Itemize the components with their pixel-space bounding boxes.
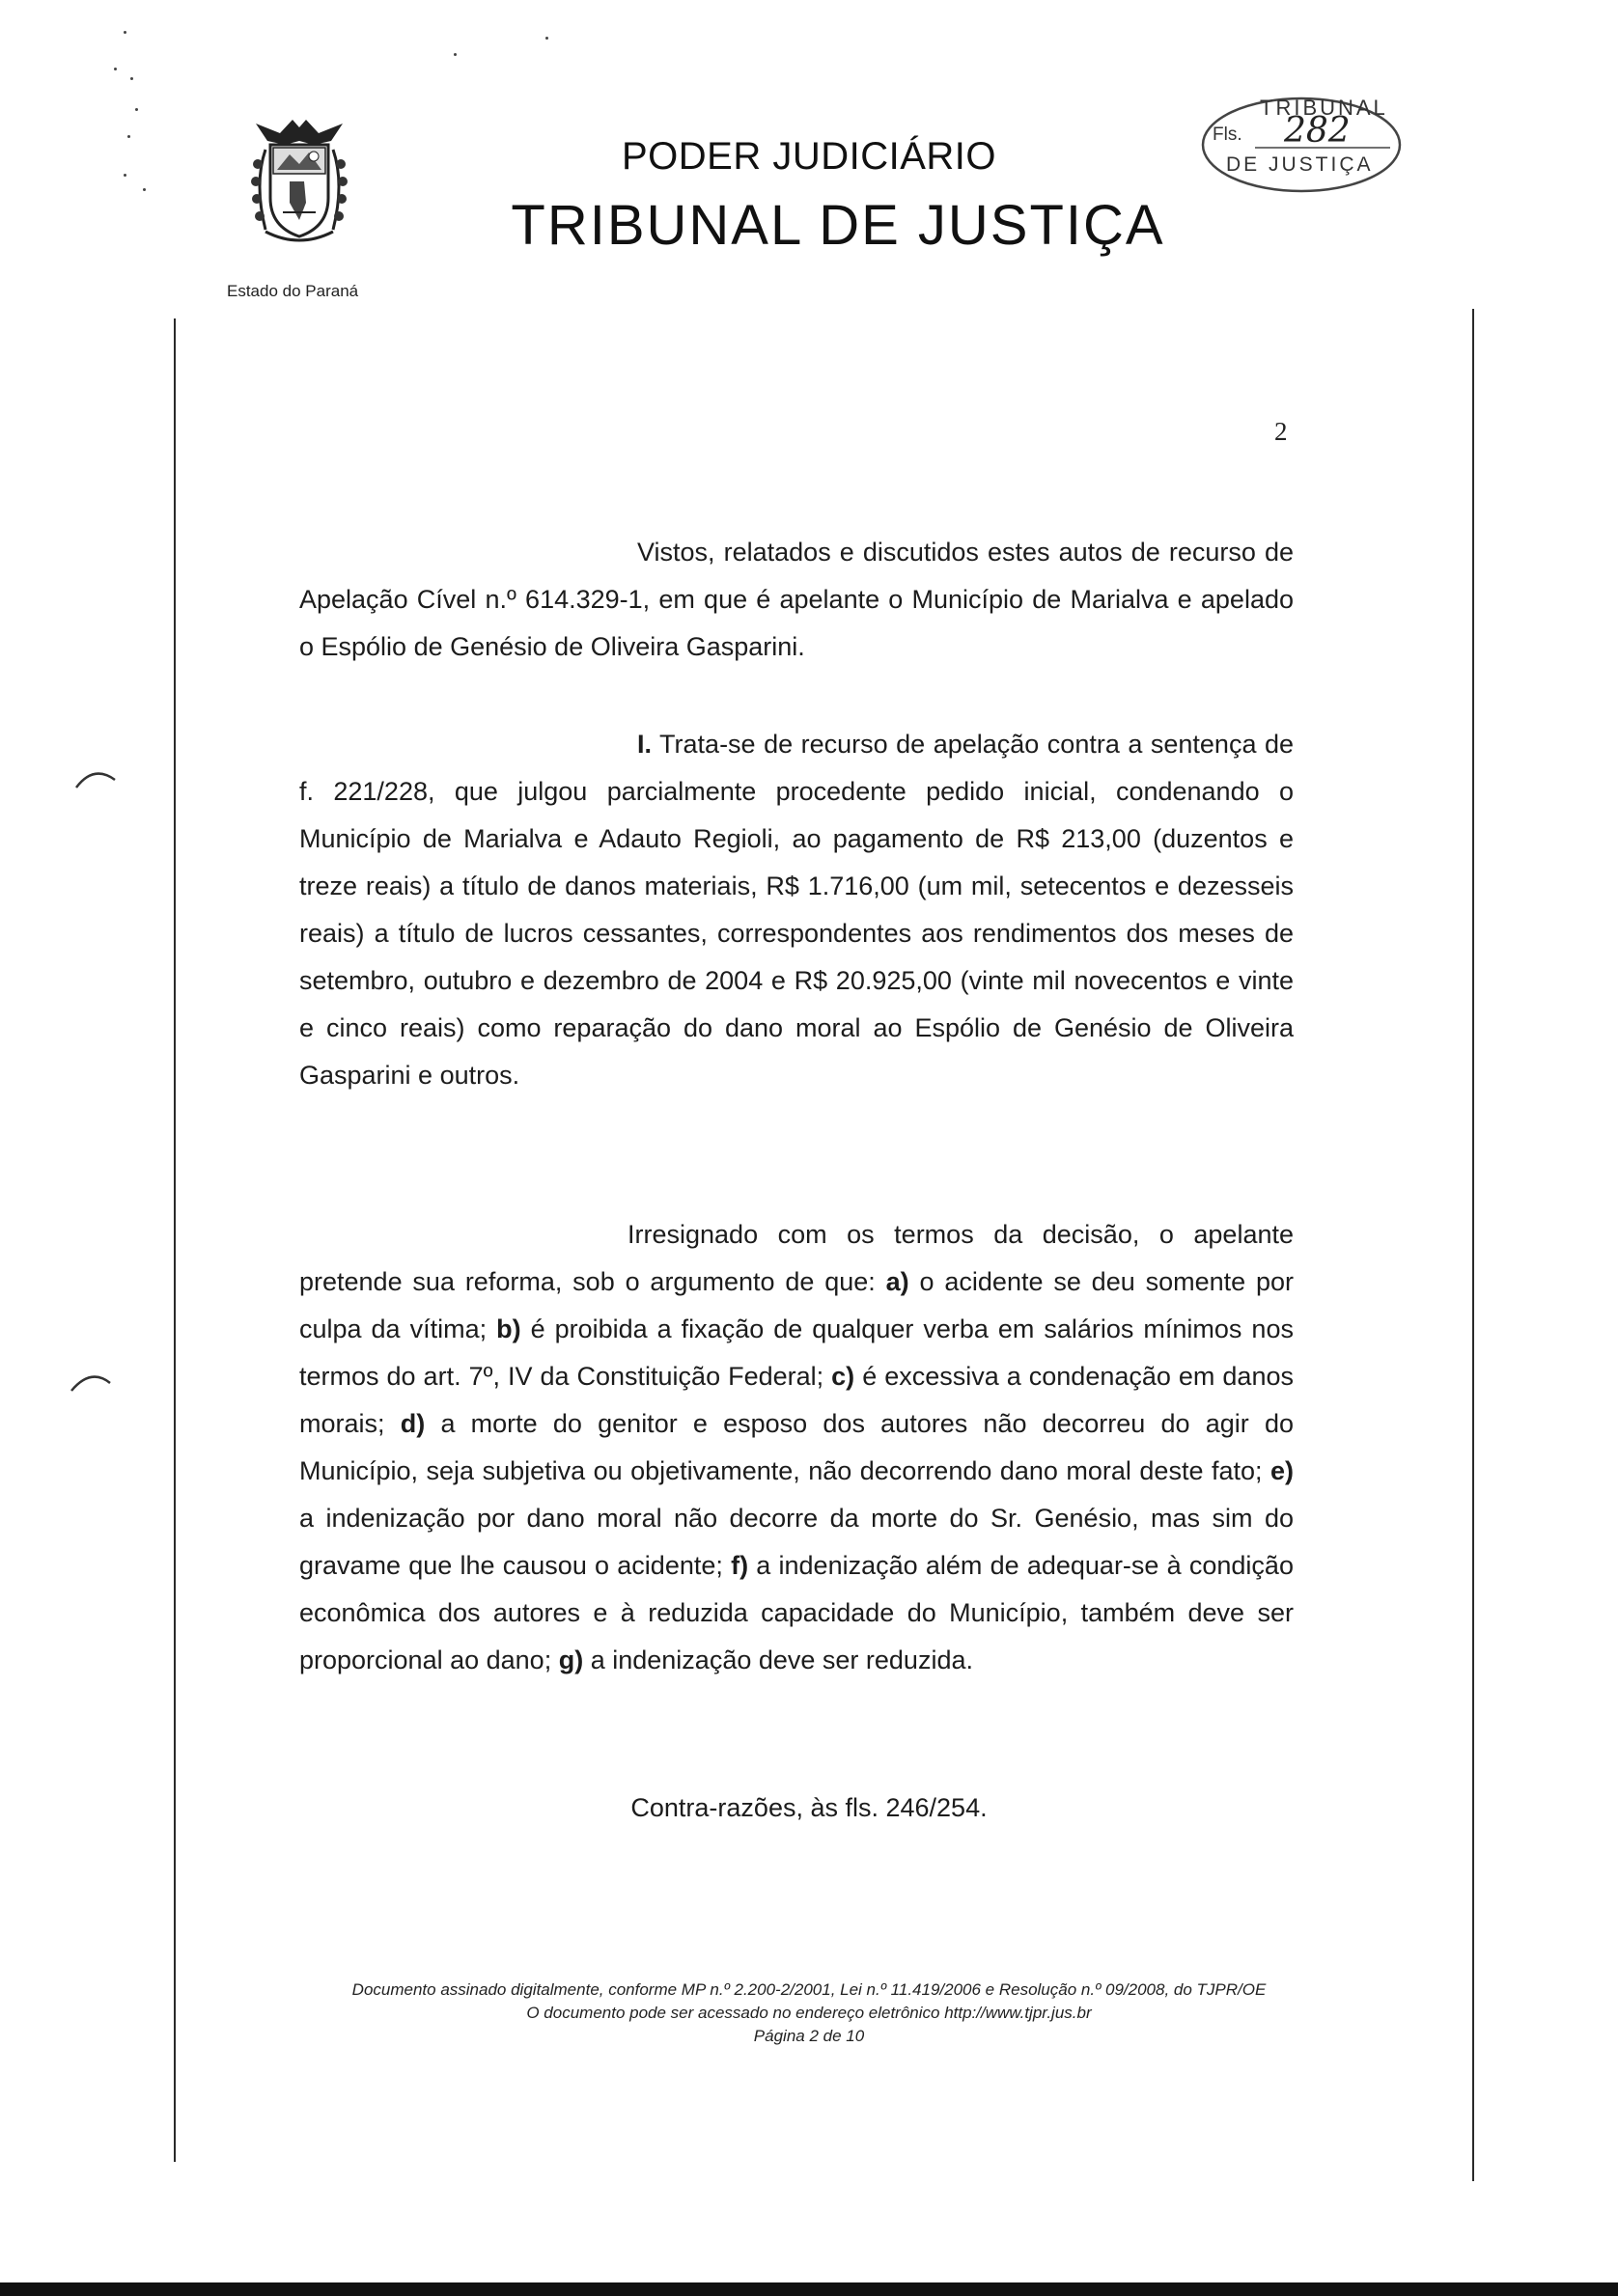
stamp-top-text: TRIBUNAL xyxy=(1260,96,1388,120)
item-text: o acidente se deu somente por culpa da vítima; xyxy=(299,1267,1295,1343)
item-text: é excessiva a condenação em danos morais; xyxy=(299,1362,1294,1438)
item-text: é proibida a fixação de qualquer verba em salários mínimos nos termos do art. 7º, IV da Constituição Federal; xyxy=(299,1314,1294,1391)
page-number: 2 xyxy=(1274,417,1288,446)
scan-speck xyxy=(114,68,117,70)
paragraph-text: Trata-se de recurso de apelação contra a sentença de f. 221/228, que julgou parcialmente procedente pedido inicial, condenando o Município de Marialva e Adauto Regioli, ao pagamento de R$ 213,00 (duzentos e treze reais) a título de danos materiais, R$ 1.716,00 (um mil, setecentos e dezesseis reais) a título de lucros cessantes, correspondentes aos rendimentos dos meses de setembro, outubro e dezembro de 2004 e R$ 20.925,00 (vinte mil novecentos e vinte e cinco reais) como reparação do dano moral ao Espólio de Genésio de Oliveira Gasparini e outros. xyxy=(299,730,1294,1090)
footer-page-counter: Página 2 de 10 xyxy=(753,2027,865,2045)
paragraph-argumentos xyxy=(299,1211,1294,1684)
scan-speck xyxy=(135,108,138,111)
item-marker: d) xyxy=(400,1409,426,1438)
item-text: a indenização deve ser reduzida. xyxy=(590,1646,973,1674)
paragraph-relatorio xyxy=(299,721,1294,1099)
item-marker: f) xyxy=(731,1551,749,1580)
stamp-fls-label: Fls. xyxy=(1213,124,1242,145)
scan-speck xyxy=(545,37,548,40)
paragraph-text: Vistos, relatados e discutidos estes autos de recurso de Apelação Cível n.º 614.329-1, em que é apelante o Município de Marialva e apelado o Espólio de Genésio de Oliveira Gasparini. xyxy=(299,538,1294,661)
section-marker: I. xyxy=(637,730,653,759)
item-marker: b) xyxy=(496,1314,521,1343)
stamp-bottom-text: DE JUSTIÇA xyxy=(1226,153,1374,176)
item-marker: g) xyxy=(558,1646,584,1674)
right-border-line xyxy=(1472,309,1474,2181)
paragraph-vistos xyxy=(299,529,1294,671)
institution-title: PODER JUDICIÁRIO xyxy=(621,135,997,178)
left-border-line xyxy=(174,318,176,2162)
footer-access-note: O documento pode ser acessado no endereço eletrônico http://www.tjpr.jus.br xyxy=(526,2004,1092,2022)
court-title: TRIBUNAL DE JUSTIÇA xyxy=(511,194,1165,257)
scan-bottom-edge xyxy=(0,2282,1618,2296)
stamp-fls-number: 282 xyxy=(1284,111,1351,151)
paragraph-intro: Irresignado com os termos da decisão, o apelante pretende sua reforma, sob o argumento de que: xyxy=(299,1220,1294,1296)
item-marker: e) xyxy=(1269,1456,1294,1485)
item-text: a morte do genitor e esposo dos autores não decorreu do agir do Município, seja subjetiva ou objetivamente, não decorrendo dano moral deste fato; xyxy=(299,1409,1294,1485)
item-marker: c) xyxy=(831,1362,855,1391)
item-marker: a) xyxy=(885,1267,909,1296)
scan-speck xyxy=(454,53,457,56)
argument-list xyxy=(299,1211,1294,1684)
item-text: a indenização por dano moral não decorre da morte do Sr. Genésio, mas sim do gravame que lhe causou o acidente; xyxy=(299,1504,1294,1580)
punch-hole-mark xyxy=(68,1366,116,1395)
folio-stamp xyxy=(1197,92,1405,198)
scan-speck xyxy=(143,188,146,191)
paragraph-contrarrazoes: Contra-razões, às fls. 246/254. xyxy=(630,1793,988,1822)
state-name: Estado do Paraná xyxy=(227,282,359,300)
scan-speck xyxy=(130,77,133,80)
footer-signature-note: Documento assinado digitalmente, conforme MP n.º 2.200-2/2001, Lei n.º 11.419/2006 e Resolução n.º 09/2008, do TJPR/OE xyxy=(351,1980,1267,1999)
item-text: a indenização além de adequar-se à condição econômica dos autores e à reduzida capacidade do Município, também deve ser proporcional ao dano; xyxy=(299,1551,1294,1674)
punch-hole-mark xyxy=(72,762,121,791)
scan-speck xyxy=(124,31,126,34)
